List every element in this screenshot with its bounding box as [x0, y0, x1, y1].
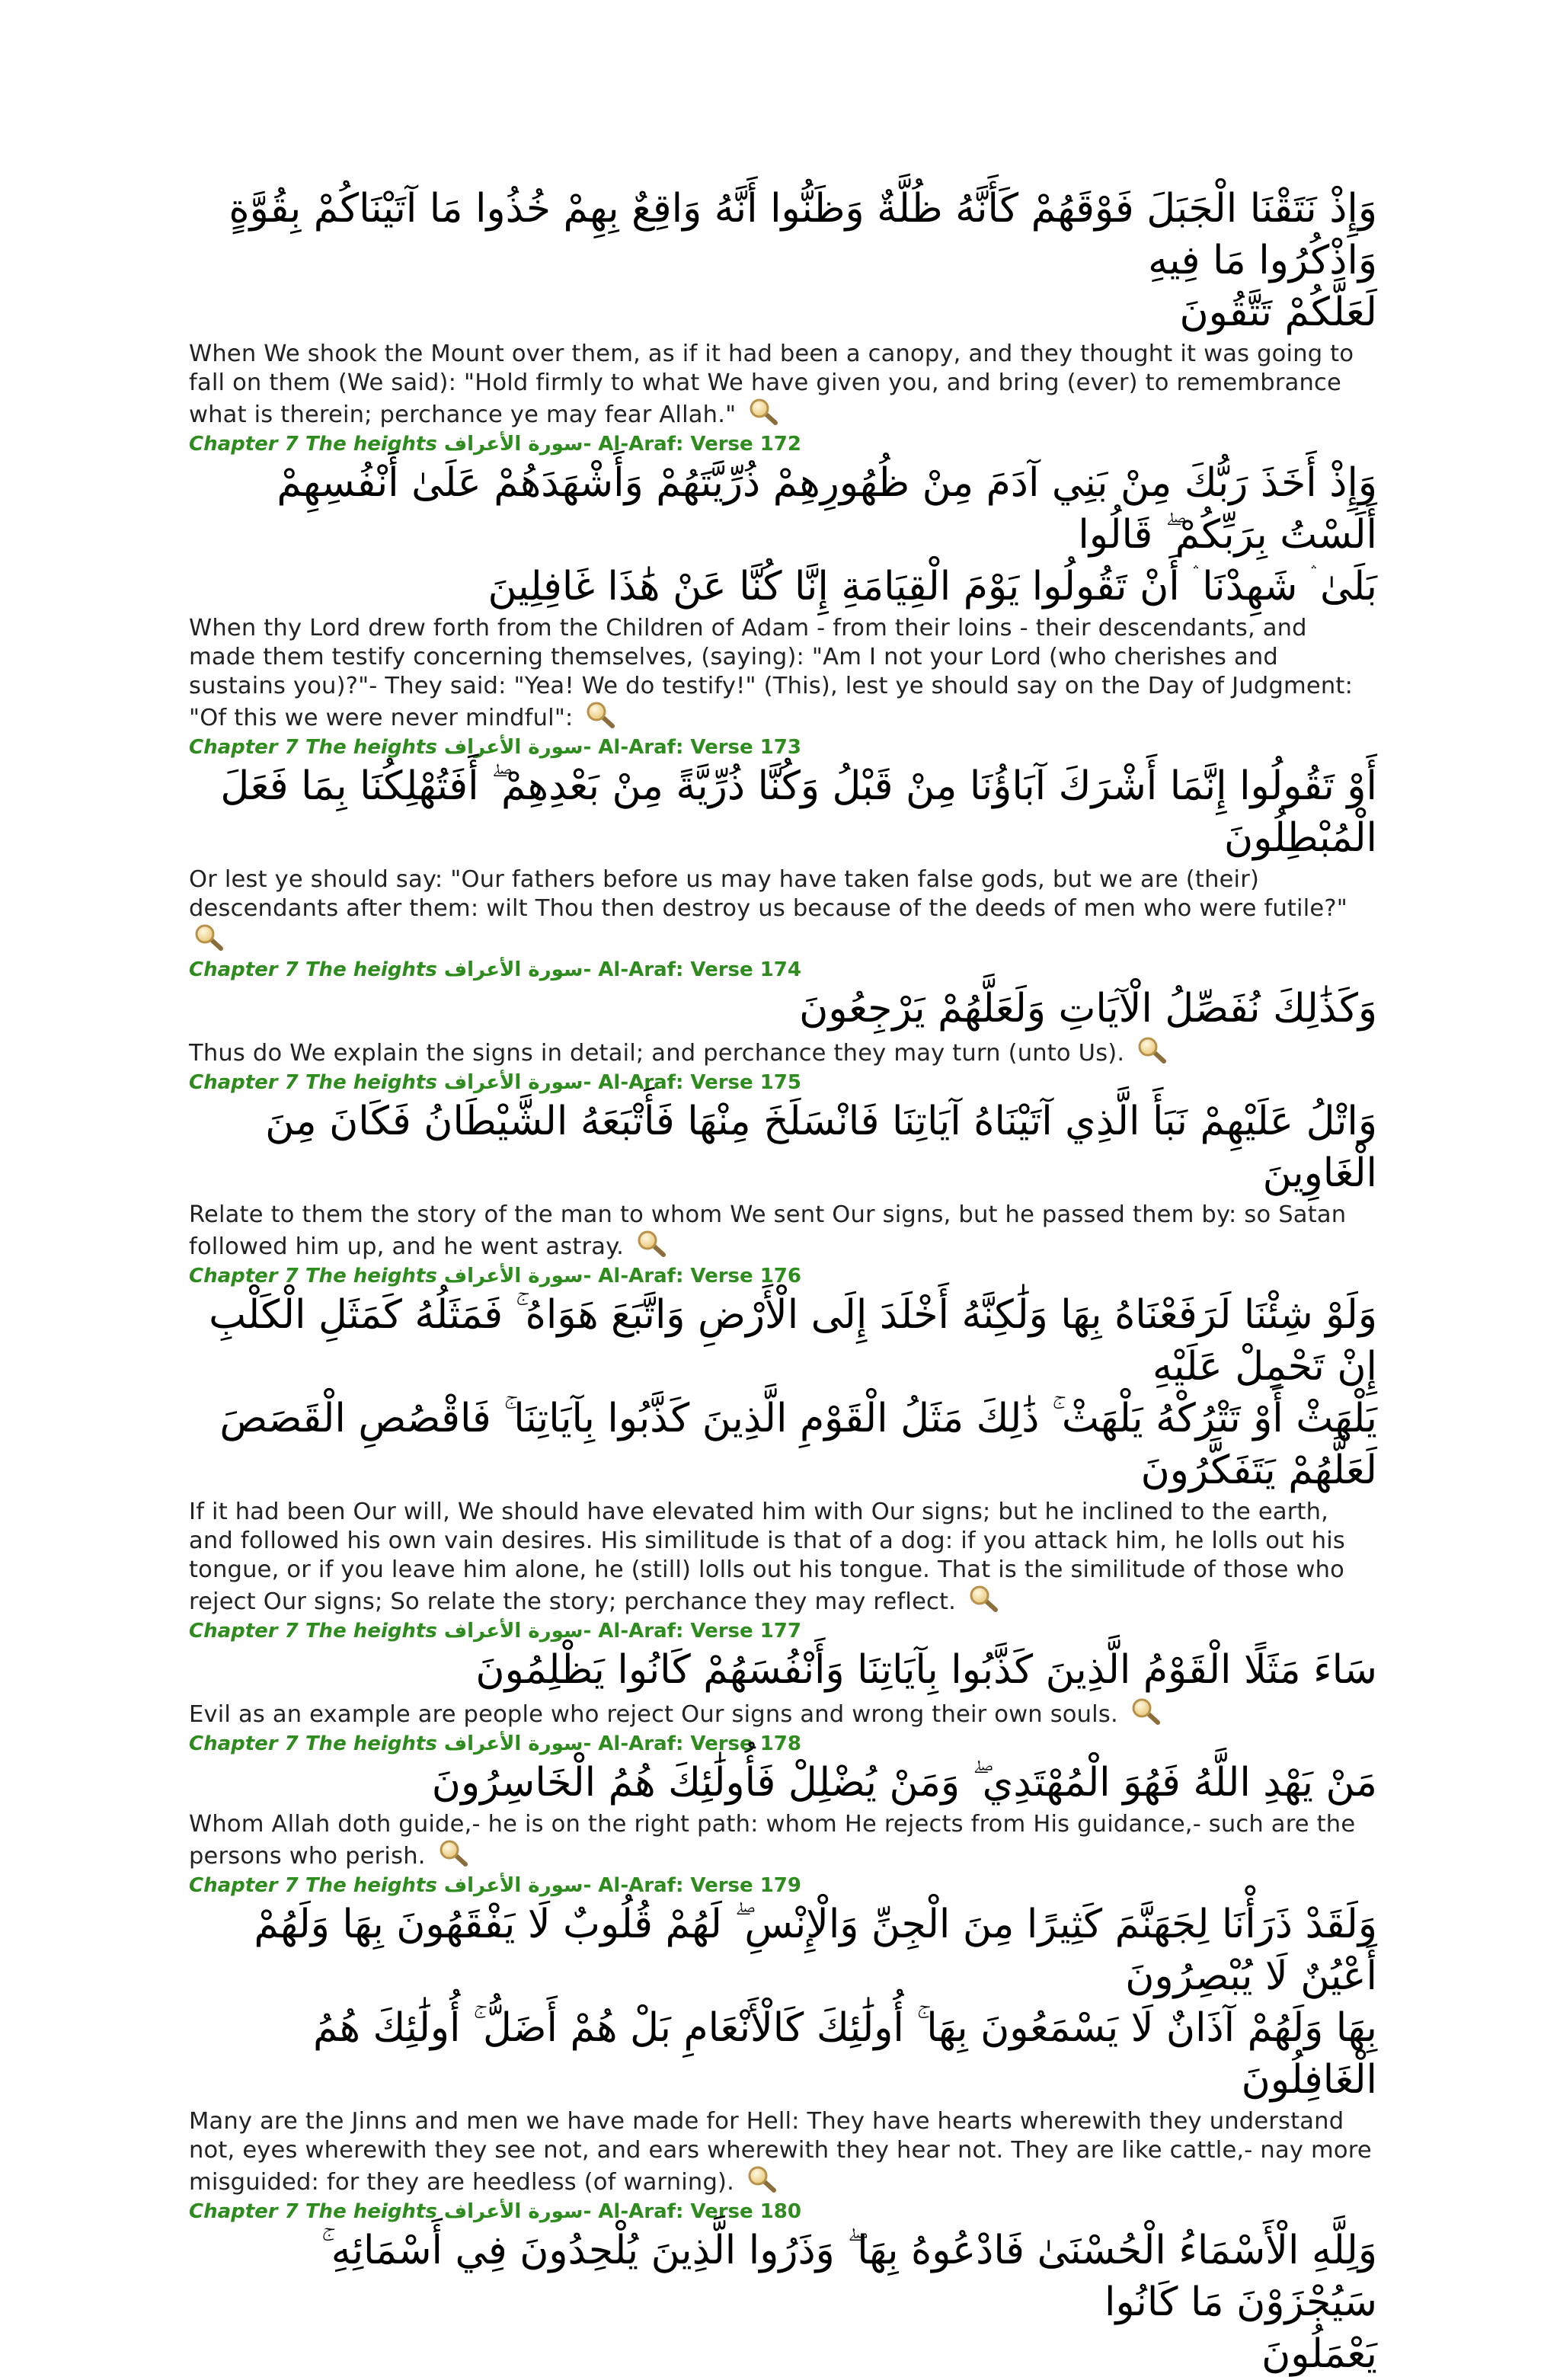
- arabic-line: وَاتْلُ عَلَيْهِمْ نَبَأَ الَّذِي آتَيْنَاهُ آيَاتِنَا فَانْسَلَخَ مِنْهَا فَأَتْبَعَهُ الشَّيْطَانُ فَكَانَ مِنَ الْغَاوِينَ: [265, 1099, 1377, 1196]
- arabic-verse: [189, 983, 1377, 1035]
- verse-block: [189, 1070, 1377, 1262]
- verse-heading: [189, 734, 1377, 760]
- arabic-verse: [189, 760, 1377, 864]
- verse-heading: [189, 1731, 1377, 1757]
- arabic-line: بِهَا وَلَهُمْ آذَانٌ لَا يَسْمَعُونَ بِهَا ۚ أُولَٰئِكَ كَالْأَنْعَامِ بَلْ هُمْ أَضَلُّ ۚ أُولَٰئِكَ هُمُ الْغَافِلُونَ: [313, 2005, 1377, 2103]
- surah-arabic-name: سورة الأعراف: [443, 1071, 583, 1094]
- arabic-verse: [189, 2225, 1377, 2380]
- translation-text: Relate to them the story of the man to whom We sent Our signs, but he passed them by: so Satan followed him up, and he went astray.: [189, 1201, 1347, 1260]
- verse-block: [189, 1618, 1377, 1729]
- translation-text: When thy Lord drew forth from the Children of Adam - from their loins - their descendants, and made them testify concerning themselves, (saying): "Am I not your Lord (who cherishes and sustains you)?"- They said: "Yea! We do testify!" (This), lest ye should say on the Day of Judgment: "Of this we were never mindful":: [189, 615, 1354, 731]
- verse-block: [189, 957, 1377, 1068]
- verse-translation: [189, 614, 1377, 733]
- verse-translation: [189, 1697, 1377, 1729]
- magnifier-icon[interactable]: [585, 701, 615, 728]
- verse-heading: [189, 1263, 1377, 1289]
- verse-block: [189, 431, 1377, 733]
- surah-arabic-name: سورة الأعراف: [443, 1620, 583, 1643]
- magnifier-icon[interactable]: [636, 1230, 667, 1257]
- arabic-verse: [189, 183, 1377, 338]
- translation-text: Evil as an example are people who reject Our signs and wrong their own souls.: [189, 1701, 1118, 1728]
- arabic-verse: [189, 1757, 1377, 1809]
- translation-text: If it had been Our will, We should have elevated him with Our signs; but he inclined to the earth, and followed his own vain desires. His similitude is that of a dog: if you attack him, he lolls out his tongue, or if you leave him alone, he (still) lolls out his tongue. That is the similitude of those who reject Our signs; So relate the story; perchance they may reflect.: [189, 1499, 1346, 1615]
- magnifier-icon[interactable]: [1136, 1036, 1167, 1064]
- verse-reference: - Al-Araf: Verse 176: [583, 1265, 801, 1288]
- surah-arabic-name: سورة الأعراف: [443, 433, 583, 456]
- verse-translation: [189, 1498, 1377, 1617]
- verse-heading: [189, 431, 1377, 457]
- chapter-label: Chapter 7 The heights: [189, 1874, 437, 1897]
- magnifier-icon[interactable]: [1130, 1697, 1161, 1725]
- magnifier-icon[interactable]: [438, 1839, 468, 1867]
- magnifier-icon[interactable]: [746, 2165, 777, 2193]
- verse-reference: - Al-Araf: Verse 173: [583, 736, 801, 759]
- arabic-line: أَوْ تَقُولُوا إِنَّمَا أَشْرَكَ آبَاؤُنَا مِنْ قَبْلُ وَكُنَّا ذُرِّيَّةً مِنْ بَعْدِهِمْ ۖ أَفَتُهْلِكُنَا بِمَا فَعَلَ الْمُبْطِلُونَ: [220, 763, 1377, 861]
- verse-translation: [189, 2107, 1377, 2197]
- page-content: [189, 183, 1377, 2380]
- translation-text: Or lest ye should say: "Our fathers before us may have taken false gods, but we are (their) descendants after them: wilt Thou then destroy us because of the deeds of men who were futile?": [189, 866, 1347, 922]
- translation-text: Thus do We explain the signs in detail; and perchance they may turn (unto Us).: [189, 1040, 1125, 1067]
- verse-translation: [189, 865, 1377, 955]
- verse-reference: - Al-Araf: Verse 177: [583, 1620, 801, 1643]
- verse-reference: - Al-Araf: Verse 174: [583, 958, 801, 981]
- arabic-line: وَلَقَدْ ذَرَأْنَا لِجَهَنَّمَ كَثِيرًا مِنَ الْجِنِّ وَالْإِنْسِ ۖ لَهُمْ قُلُوبٌ لَا يَفْقَهُونَ بِهَا وَلَهُمْ أَعْيُنٌ لَا يُبْصِرُونَ: [254, 1902, 1377, 1999]
- verse-translation: [189, 340, 1377, 430]
- arabic-line: وَإِذْ نَتَقْنَا الْجَبَلَ فَوْقَهُمْ كَأَنَّهُ ظُلَّةٌ وَظَنُّوا أَنَّهُ وَاقِعٌ بِهِمْ خُذُوا مَا آتَيْنَاكُمْ بِقُوَّةٍ وَاذْكُرُوا مَا فِيهِ: [229, 186, 1377, 283]
- verse-translation: [189, 1810, 1377, 1871]
- arabic-line: وَلَوْ شِئْنَا لَرَفَعْنَاهُ بِهَا وَلَٰكِنَّهُ أَخْلَدَ إِلَى الْأَرْضِ وَاتَّبَعَ هَوَاهُ ۚ فَمَثَلُهُ كَمَثَلِ الْكَلْبِ إِنْ تَحْمِلْ عَلَيْهِ: [209, 1292, 1377, 1390]
- chapter-label: Chapter 7 The heights: [189, 736, 437, 759]
- verse-block: [189, 183, 1377, 430]
- translation-text: Many are the Jinns and men we have made for Hell: They have hearts wherewith they understand not, eyes wherewith they see not, and ears wherewith they hear not. They are like cattle,- nay more misguided: for they are heedless (of warning).: [189, 2108, 1372, 2196]
- arabic-line: وَكَذَٰلِكَ نُفَصِّلُ الْآيَاتِ وَلَعَلَّهُمْ يَرْجِعُونَ: [799, 986, 1377, 1032]
- verse-reference: - Al-Araf: Verse 175: [583, 1071, 801, 1094]
- verse-block: [189, 1263, 1377, 1617]
- translation-text: Whom Allah doth guide,- he is on the right path: whom He rejects from His guidance,- such are the persons who perish.: [189, 1811, 1356, 1870]
- arabic-line: وَلِلَّهِ الْأَسْمَاءُ الْحُسْنَىٰ فَادْعُوهُ بِهَا ۖ وَذَرُوا الَّذِينَ يُلْحِدُونَ فِي أَسْمَائِهِ ۚ سَيُجْزَوْنَ مَا كَانُوا: [321, 2228, 1377, 2325]
- arabic-verse: [189, 1644, 1377, 1696]
- verse-block: [189, 1873, 1377, 2197]
- verse-translation: [189, 1036, 1377, 1068]
- arabic-line: سَاءَ مَثَلًا الْقَوْمُ الَّذِينَ كَذَّبُوا بِآيَاتِنَا وَأَنْفُسَهُمْ كَانُوا يَظْلِمُونَ: [475, 1647, 1377, 1693]
- surah-arabic-name: سورة الأعراف: [443, 736, 583, 759]
- verse-heading: [189, 1070, 1377, 1096]
- translation-text: When We shook the Mount over them, as if it had been a canopy, and they thought it was going to fall on them (We said): "Hold firmly to what We have given you, and bring (ever) to remembrance what is therein; perchance ye may fear Allah.": [189, 341, 1354, 428]
- verse-reference: - Al-Araf: Verse 172: [583, 433, 801, 456]
- arabic-line: يَلْهَثْ أَوْ تَتْرُكْهُ يَلْهَثْ ۚ ذَٰلِكَ مَثَلُ الْقَوْمِ الَّذِينَ كَذَّبُوا بِآيَاتِنَا ۚ فَاقْصُصِ الْقَصَصَ لَعَلَّهُمْ يَتَفَكَّرُونَ: [219, 1396, 1377, 1493]
- verse-block: [189, 2199, 1377, 2380]
- surah-arabic-name: سورة الأعراف: [443, 1732, 583, 1755]
- arabic-line: وَإِذْ أَخَذَ رَبُّكَ مِنْ بَنِي آدَمَ مِنْ ظُهُورِهِمْ ذُرِّيَّتَهُمْ وَأَشْهَدَهُمْ عَلَىٰ أَنْفُسِهِمْ أَلَسْتُ بِرَبِّكُمْ ۖ قَالُوا: [277, 460, 1377, 558]
- verse-reference: - Al-Araf: Verse 178: [583, 1732, 801, 1755]
- arabic-line: يَعْمَلُونَ: [1261, 2331, 1377, 2377]
- arabic-verse: [189, 457, 1377, 613]
- verse-block: [189, 1731, 1377, 1871]
- verse-heading: [189, 2199, 1377, 2225]
- magnifier-icon[interactable]: [193, 923, 224, 951]
- surah-arabic-name: سورة الأعراف: [443, 958, 583, 981]
- chapter-label: Chapter 7 The heights: [189, 1265, 437, 1288]
- surah-arabic-name: سورة الأعراف: [443, 1265, 583, 1288]
- surah-arabic-name: سورة الأعراف: [443, 1874, 583, 1897]
- magnifier-icon[interactable]: [968, 1585, 999, 1612]
- arabic-line: بَلَىٰ ۛ شَهِدْنَا ۛ أَنْ تَقُولُوا يَوْمَ الْقِيَامَةِ إِنَّا كُنَّا عَنْ هَٰذَا غَافِلِينَ: [488, 564, 1377, 609]
- verse-reference: - Al-Araf: Verse 180: [583, 2200, 801, 2223]
- verse-heading: [189, 1873, 1377, 1899]
- chapter-label: Chapter 7 The heights: [189, 1071, 437, 1094]
- verse-heading: [189, 1618, 1377, 1644]
- verse-reference: - Al-Araf: Verse 179: [583, 1874, 801, 1897]
- arabic-line: لَعَلَّكُمْ تَتَّقُونَ: [1179, 290, 1377, 335]
- chapter-label: Chapter 7 The heights: [189, 1620, 437, 1643]
- arabic-verse: [189, 1096, 1377, 1199]
- magnifier-icon[interactable]: [748, 398, 778, 425]
- arabic-verse: [189, 1289, 1377, 1496]
- arabic-line: مَنْ يَهْدِ اللَّهُ فَهُوَ الْمُهْتَدِي ۖ وَمَنْ يُضْلِلْ فَأُولَٰئِكَ هُمُ الْخَاسِرُونَ: [431, 1760, 1377, 1806]
- verse-block: [189, 734, 1377, 955]
- chapter-label: Chapter 7 The heights: [189, 1732, 437, 1755]
- verse-heading: [189, 957, 1377, 983]
- chapter-label: Chapter 7 The heights: [189, 433, 437, 456]
- arabic-verse: [189, 1899, 1377, 2106]
- chapter-label: Chapter 7 The heights: [189, 958, 437, 981]
- chapter-label: Chapter 7 The heights: [189, 2200, 437, 2223]
- verse-translation: [189, 1201, 1377, 1262]
- surah-arabic-name: سورة الأعراف: [443, 2200, 583, 2223]
